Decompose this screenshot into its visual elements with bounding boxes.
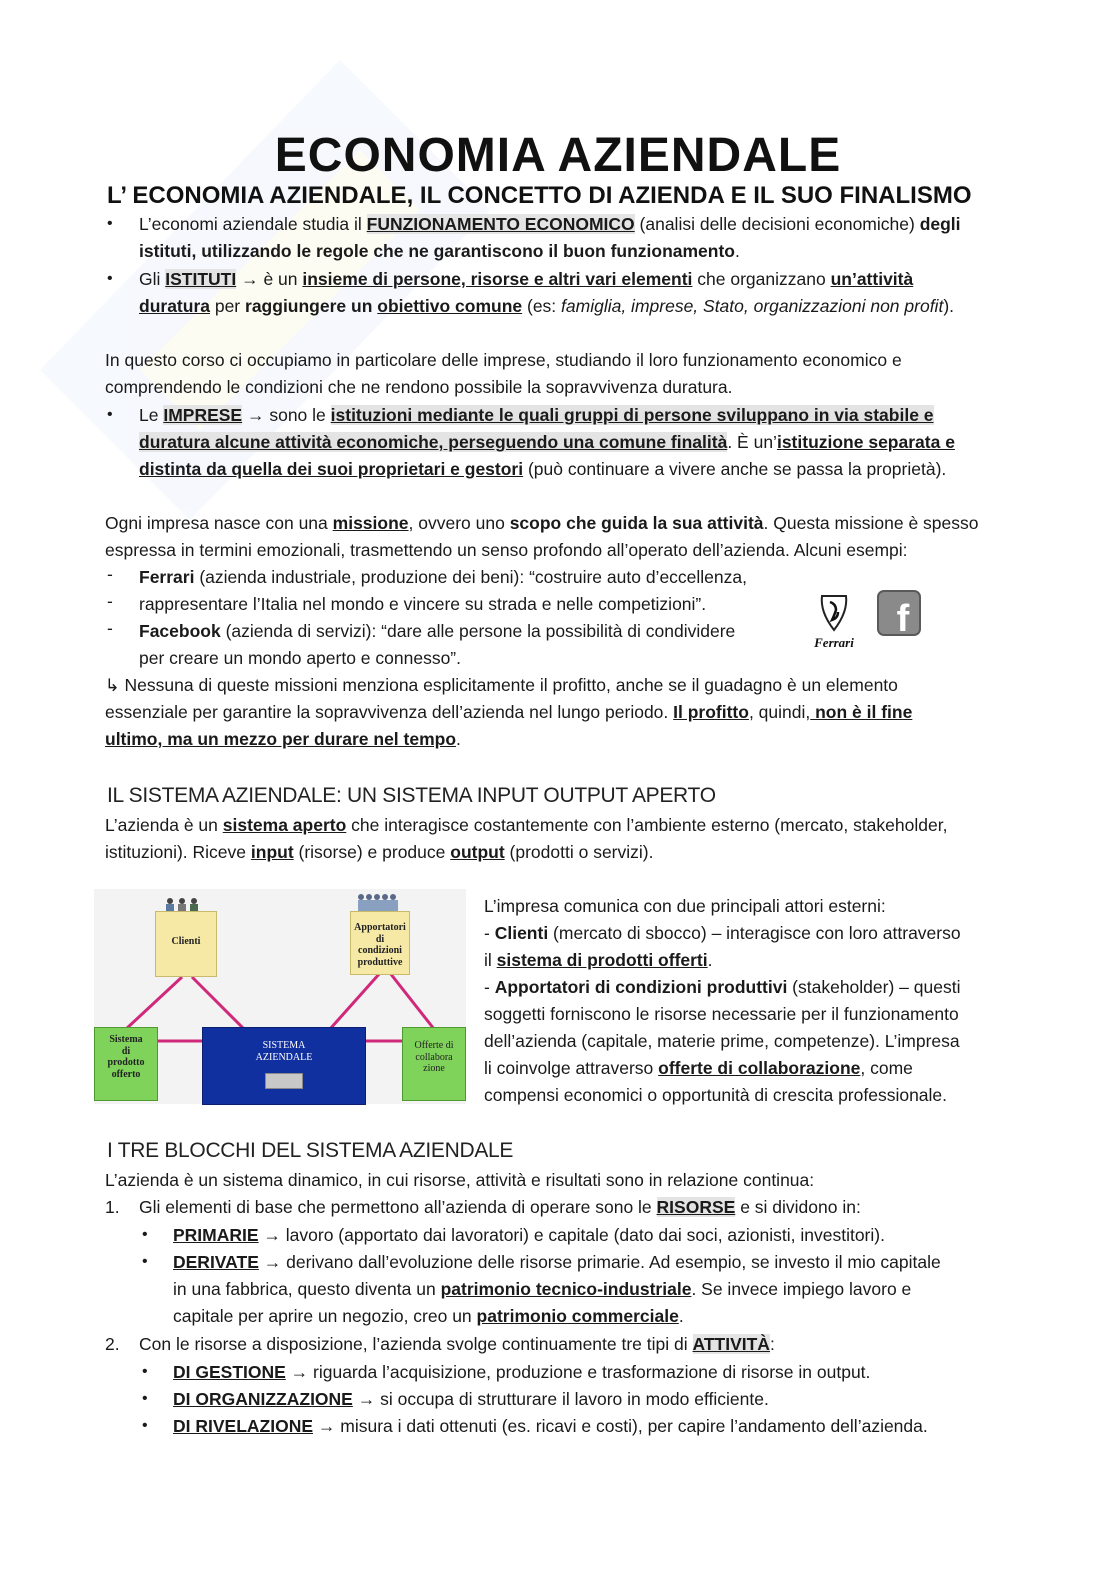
bullet-line: distinta da quella dei suoi proprietari e gestori (può continuare a vivere anche se passa la proprietà). bbox=[139, 459, 947, 479]
list-number: 2. bbox=[105, 1334, 120, 1354]
bullet-line: Le IMPRESE → sono le istituzioni mediante le quali gruppi di persone sviluppano in via stabile e bbox=[139, 405, 934, 425]
list-number: 1. bbox=[105, 1197, 120, 1217]
bullet-line: L’economi aziendale studia il FUNZIONAMENTO ECONOMICO (analisi delle decisioni economiche) degli bbox=[139, 214, 961, 234]
list-item: Ferrari (azienda industriale, produzione dei beni): “costruire auto d’eccellenza, bbox=[139, 567, 747, 587]
dash-marker: - bbox=[107, 591, 113, 611]
system-diagram bbox=[94, 889, 466, 1104]
paragraph-line: compensi economici o opportunità di crescita professionale. bbox=[484, 1085, 948, 1105]
list-item: DI ORGANIZZAZIONE → si occupa di strutturare il lavoro in modo efficiente. bbox=[173, 1389, 769, 1409]
list-item: in una fabbrica, questo diventa un patrimonio tecnico-industriale. Se invece impiego lavoro e bbox=[173, 1279, 912, 1299]
facebook-logo-icon bbox=[877, 590, 921, 636]
bullet-icon: • bbox=[142, 1363, 148, 1380]
bullet-icon: • bbox=[142, 1417, 148, 1434]
list-item: DI RIVELAZIONE → misura i dati ottenuti (es. ricavi e costi), per capire l’andamento dell’azienda. bbox=[173, 1416, 928, 1436]
diagram-box-clienti: Clienti bbox=[155, 911, 217, 977]
bullet-icon: • bbox=[142, 1253, 148, 1270]
ferrari-logo-text: Ferrari bbox=[814, 635, 854, 650]
list-item: Con le risorse a disposizione, l’azienda svolge continuamente tre tipi di ATTIVITÀ: bbox=[139, 1334, 775, 1354]
list-item: DI GESTIONE → riguarda l’acquisizione, produzione e trasformazione di risorse in output. bbox=[173, 1362, 871, 1382]
list-item: capitale per aprire un negozio, creo un patrimonio commerciale. bbox=[173, 1306, 684, 1326]
building-icon bbox=[265, 1073, 303, 1089]
paragraph-line: soggetti forniscono le risorse necessarie per il funzionamento bbox=[484, 1004, 959, 1024]
diagram-box-apportatori: Apportatori di condizioni produttive bbox=[350, 911, 410, 975]
paragraph-line: istituzioni). Riceve input (risorse) e produce output (prodotti o servizi). bbox=[105, 842, 654, 862]
paragraph-line: - Apportatori di condizioni produttivi (stakeholder) – questi bbox=[484, 977, 961, 997]
bullet-line: duratura per raggiungere un obiettivo comune (es: famiglia, imprese, Stato, organizzazioni non profit). bbox=[139, 296, 955, 316]
bullet-icon: • bbox=[142, 1390, 148, 1407]
paragraph-line: L’azienda è un sistema dinamico, in cui risorse, attività e risultati sono in relazione continua: bbox=[105, 1170, 815, 1190]
list-item: DERIVATE → derivano dall’evoluzione delle risorse primarie. Ad esempio, se investo il mio capitale bbox=[173, 1252, 941, 1272]
section-heading: I TRE BLOCCHI DEL SISTEMA AZIENDALE bbox=[107, 1139, 514, 1162]
paragraph-line: Ogni impresa nasce con una missione, ovvero uno scopo che guida la sua attività. Questa missione è spesso bbox=[105, 513, 979, 533]
paragraph-line: espressa in termini emozionali, trasmettendo un senso profondo all’operato dell’azienda. Alcuni esempi: bbox=[105, 540, 908, 560]
bullet-icon: • bbox=[107, 406, 113, 423]
section-heading: IL SISTEMA AZIENDALE: UN SISTEMA INPUT OUTPUT APERTO bbox=[107, 784, 716, 807]
diagram-box-sistema-aziendale: SISTEMA AZIENDALE bbox=[202, 1027, 366, 1105]
paragraph-line: - Clienti (mercato di sbocco) – interagisce con loro attraverso bbox=[484, 923, 961, 943]
facebook-logo-text: f bbox=[896, 598, 910, 636]
diagram-box-offerte: Offerte di collabora zione bbox=[402, 1027, 466, 1101]
paragraph-line: dell’azienda (capitale, materie prime, competenze). L’impresa bbox=[484, 1031, 960, 1051]
paragraph-line: li coinvolge attraverso offerte di collaborazione, come bbox=[484, 1058, 913, 1078]
bullet-line: Gli ISTITUTI → è un insieme di persone, risorse e altri vari elementi che organizzano un’attività bbox=[139, 269, 914, 289]
paragraph-line: L’azienda è un sistema aperto che interagisce costantemente con l’ambiente esterno (mercato, stakeholder, bbox=[105, 815, 948, 835]
bullet-icon: • bbox=[142, 1226, 148, 1243]
bullet-icon: • bbox=[107, 215, 113, 232]
paragraph-line: comprendendo le condizioni che ne rendono possibile la sopravvivenza duratura. bbox=[105, 377, 733, 397]
ferrari-logo-icon bbox=[806, 592, 862, 652]
section-title: L’ ECONOMIA AZIENDALE, IL CONCETTO DI AZIENDA E IL SUO FINALISMO bbox=[107, 182, 972, 209]
dash-marker: - bbox=[107, 564, 113, 584]
list-item: rappresentare l’Italia nel mondo e vincere su strada e nelle competizioni”. bbox=[139, 594, 707, 614]
list-item: per creare un mondo aperto e connesso”. bbox=[139, 648, 461, 668]
paragraph-line: ultimo, ma un mezzo per durare nel tempo. bbox=[105, 729, 461, 749]
paragraph-line: L’impresa comunica con due principali attori esterni: bbox=[484, 896, 886, 916]
list-item: PRIMARIE → lavoro (apportato dai lavoratori) e capitale (dato dai soci, azionisti, investitori). bbox=[173, 1225, 885, 1245]
diagram-box-sistema-prodotto: Sistema di prodotto offerto bbox=[94, 1027, 158, 1101]
list-item: Gli elementi di base che permettono all’azienda di operare sono le RISORSE e si dividono in: bbox=[139, 1197, 861, 1217]
paragraph-line: ↳ Nessuna di queste missioni menziona esplicitamente il profitto, anche se il guadagno è un elemento bbox=[105, 675, 898, 695]
paragraph-line: In questo corso ci occupiamo in particolare delle imprese, studiando il loro funzionamento economico e bbox=[105, 350, 902, 370]
list-item: Facebook (azienda di servizi): “dare alle persone la possibilità di condividere bbox=[139, 621, 736, 641]
paragraph-line: il sistema di prodotti offerti. bbox=[484, 950, 713, 970]
bullet-line: duratura alcune attività economiche, perseguendo una comune finalità. È un’istituzione separata e bbox=[139, 432, 955, 452]
page-title: ECONOMIA AZIENDALE bbox=[274, 129, 842, 182]
bullet-icon: • bbox=[107, 270, 113, 287]
dash-marker: - bbox=[107, 618, 113, 638]
crowd-icon bbox=[356, 893, 402, 911]
paragraph-line: essenziale per garantire la sopravvivenza dell’azienda nel lungo periodo. Il profitto, quindi, non è il fine bbox=[105, 702, 913, 722]
people-icon bbox=[162, 897, 202, 911]
bullet-line: istituti, utilizzando le regole che ne garantiscono il buon funzionamento. bbox=[139, 241, 740, 261]
